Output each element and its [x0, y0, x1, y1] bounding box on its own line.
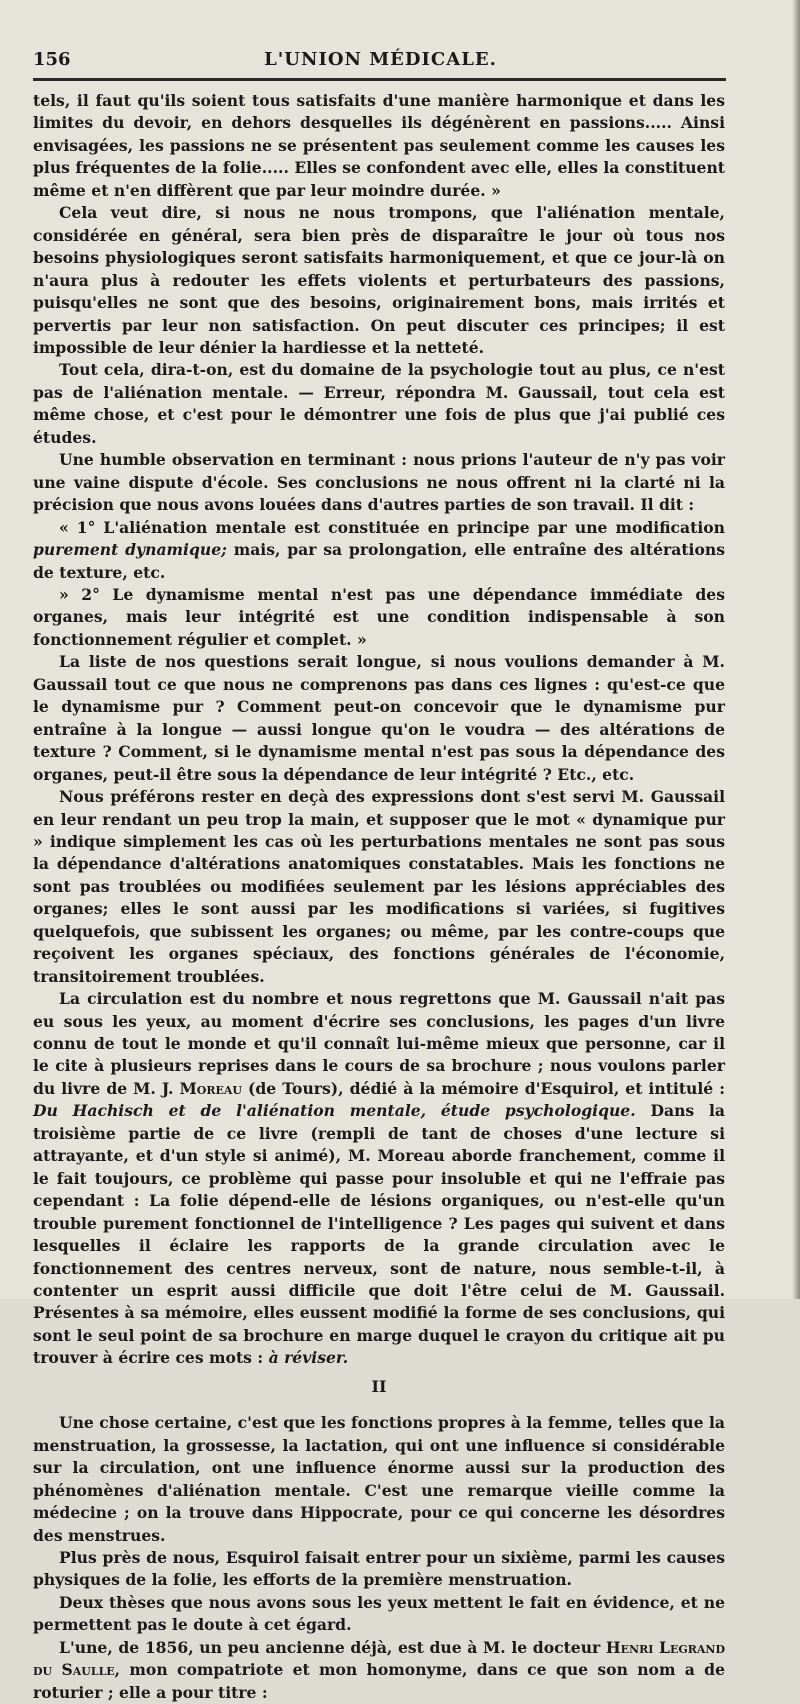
- page-edge-shadow: [792, 0, 800, 1299]
- text-run: Dans la troisième partie de ce livre (rempli de tant de choses d'une lecture si attrayante, et d'un style si animé), M. Moreau aborde franchement, comme il le fait toujours, ce problème qui passe pour insoluble et qui ne l'effraie pas cependant : La folie dépend-elle de lésions organiques, ou n'est-elle qu'un trouble purement fonctionnel de l'intelligence ? Les pages qui suivent et dans lesquelles il éclaire les rapports de la grande circulation avec le fonctionnement des centres nerveux, sont de nature, nous semble-t-il, à contenter un esprit aussi difficile que doit l'être celui de M. Gaussail. Présentes à sa mémoire, elles eussent modifié la forme de ses conclusions, qui sont le seul point de sa brochure en marge duquel le crayon du critique ait pu trouver à écrire ces mots :: [33, 1101, 725, 1368]
- quoted-conclusion-1: [33, 517, 725, 584]
- section-heading: II: [371, 1376, 387, 1396]
- quote-text: mais, par sa prolongation, elle entraîne des altérations de texture, etc.: [33, 540, 725, 582]
- quoted-conclusion-2: » 2° Le dynamisme mental n'est pas une dépendance immédiate des organes, mais leur intégrité est une condition indispensable à son fonctionnement régulier et complet. »: [33, 584, 725, 649]
- text-run: L'une, de 1856, un peu ancienne déjà, est due à M. le docteur: [59, 1637, 606, 1657]
- paragraph: [33, 1637, 725, 1704]
- running-header: [33, 47, 728, 75]
- text-run: La circulation est du nombre et nous regrettons que M. Gaussail n'ait pas eu sous les yeux, au moment d'écrire ses conclusions, les pages d'un livre connu de tout le monde et qu'il connaît lui-même mieux que personne, car il le cite à plusieurs reprises dans le cours de sa brochure ; nous voulons parler du livre de M. J.: [33, 989, 725, 1098]
- article-body: [33, 90, 725, 1704]
- book-title: Du Hachisch et de l'aliénation mentale, étude psychologique.: [33, 1101, 636, 1121]
- paragraph: La liste de nos questions serait longue, si nous voulions demander à M. Gaussail tout ce que nous ne comprenons pas dans ces lignes : qu'est-ce que le dynamisme pur ? Comment peut-on concevoir que le dynamisme pur entraîne à la longue — aussi longue qu'on le voudra — des altérations de texture ? Comment, si le dynamisme mental n'est pas sous la dépendance des organes, peut-il être sous la dépendance de leur intégrité ? Etc., etc.: [33, 652, 725, 784]
- paragraph: [33, 988, 725, 1370]
- quote-emphasis: purement dynamique;: [33, 540, 227, 560]
- text-run: mon compatriote et mon homonyme, dans ce que son nom a de roturier ; elle a pour titre :: [33, 1660, 726, 1702]
- header-rule: [33, 78, 726, 81]
- quote-text: « 1° L'aliénation mentale est constituée en principe par une modification: [59, 517, 725, 537]
- paragraph: tels, il faut qu'ils soient tous satisfaits d'une manière harmonique et dans les limites du devoir, en dehors desquelles ils dégénèrent en passions..... Ainsi envisagées, les passions ne se présentent pas seulement comme les causes les plus fréquentes de la folie..... Elles se confondent avec elle, elles la constituent même et n'en diffèrent que par leur moindre durée. »: [33, 91, 725, 200]
- page-number: 156: [33, 49, 71, 70]
- paragraph: Une humble observation en terminant : nous prions l'auteur de n'y pas voir une vaine dispute d'école. Ses conclusions ne nous offrent ni la clarté ni la précision que nous avons louées dans d'autres parties de son travail. Il dit :: [33, 450, 725, 515]
- paragraph: Nous préférons rester en deçà des expressions dont s'est servi M. Gaussail en leur rendant un peu trop la main, et supposer que le mot « dynamique pur » indique simplement les cas où les perturbations mentales ne sont pas sous la dépendance d'altérations anatomiques constatables. Mais les fonctions ne sont pas troublées ou modifiées seulement par les lésions appréciables des organes; elles le sont aussi par les modifications si variées, si fugitives quelquefois, que subissent les organes; ou même, par les contre-coups que reçoivent les organes spéciaux, des fonctions générales de l'économie, transitoirement troublées.: [33, 787, 725, 986]
- running-title: L'UNION MÉDICALE.: [264, 49, 497, 70]
- emphasis: à réviser.: [268, 1348, 349, 1368]
- paragraph: Deux thèses que nous avons sous les yeux mettent le fait en évidence, et ne permettent pas le doute à cet égard.: [33, 1592, 725, 1635]
- text-run: (de Tours), dédié à la mémoire d'Esquirol, et intitulé :: [242, 1078, 725, 1098]
- author-name: Henri Legrand du Saulle,: [33, 1637, 726, 1680]
- paragraph: Tout cela, dira-t-on, est du domaine de la psychologie tout au plus, ce n'est pas de l'aliénation mentale. — Erreur, répondra M. Gaussail, tout cela est même chose, et c'est pour le démontrer une fois de plus que j'ai publié ces études.: [33, 360, 725, 447]
- paragraph: Une chose certaine, c'est que les fonctions propres à la femme, telles que la menstruation, la grossesse, la lactation, qui ont une influence si considérable sur la circulation, ont une influence énorme aussi sur la production des phénomènes d'aliénation mentale. C'est une remarque vieille comme la médecine ; on la trouve dans Hippocrate, pour ce qui concerne les désordres des menstrues.: [33, 1413, 725, 1545]
- paragraph: Cela veut dire, si nous ne nous trompons, que l'aliénation mentale, considérée en général, sera bien près de disparaître le jour où tous nos besoins physiologiques seront satisfaits harmoniquement, et que ce jour-là on n'aura plus à redouter les effets violents et perturbateurs des passions, puisqu'elles ne sont que des besoins, originairement bons, mais irrités et pervertis par leur non satisfaction. On peut discuter ces principes; il est impossible de leur dénier la hardiesse et la netteté.: [33, 203, 725, 357]
- paragraph: Plus près de nous, Esquirol faisait entrer pour un sixième, parmi les causes physiques de la folie, les efforts de la première menstruation.: [33, 1548, 725, 1590]
- author-name: Moreau: [179, 1078, 242, 1098]
